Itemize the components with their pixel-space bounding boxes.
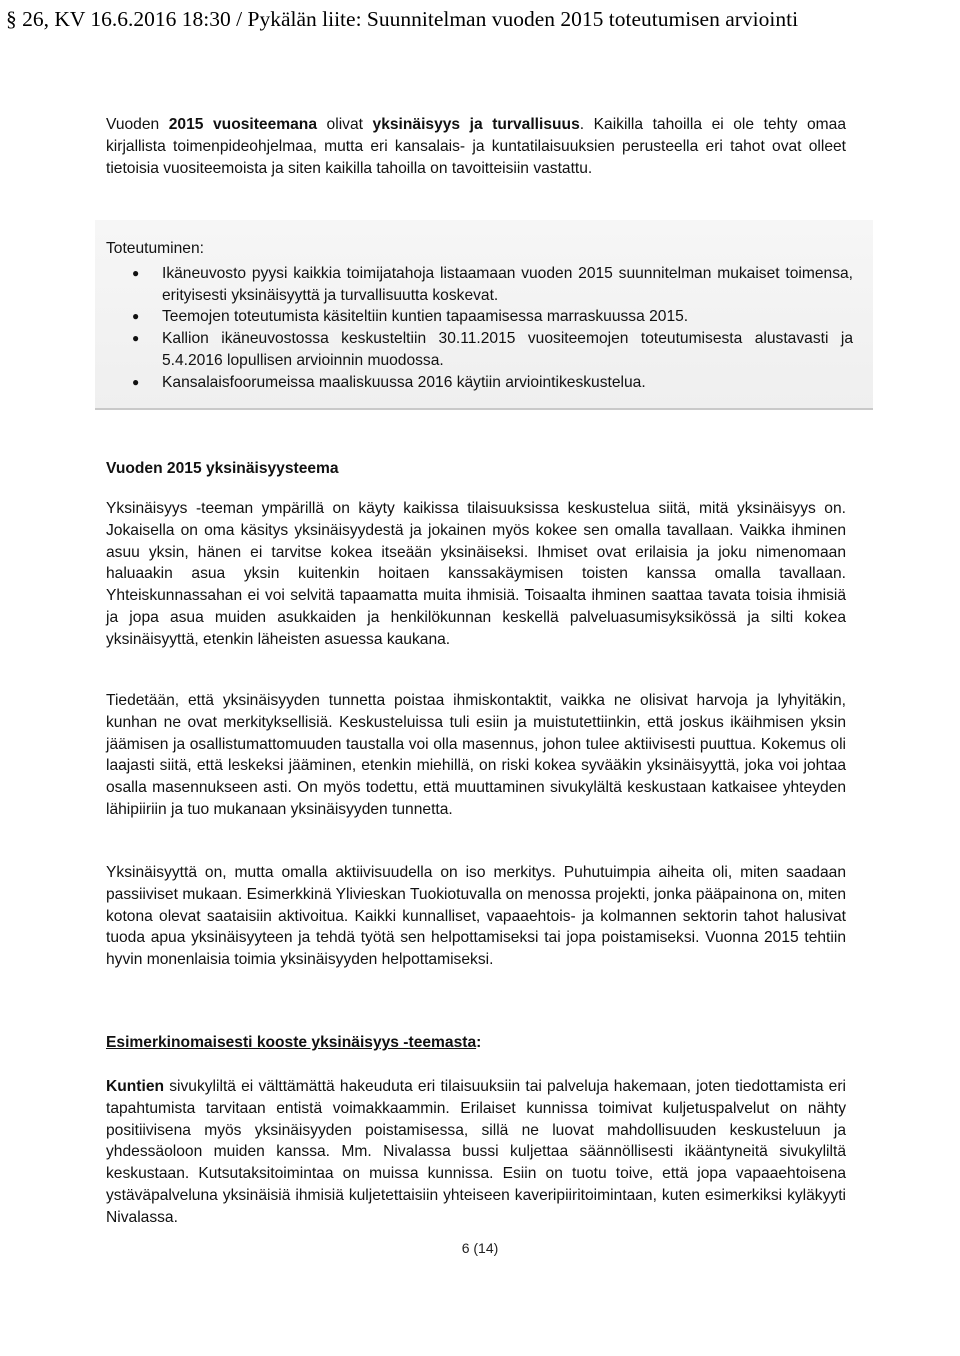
- section-heading-loneliness: Vuoden 2015 yksinäisyysteema: [106, 460, 339, 477]
- page-number: 6 (14): [461, 1240, 499, 1256]
- intro-bold-2: yksinäisyys ja turvallisuus: [372, 116, 580, 133]
- paragraph: Yksinäisyyttä on, mutta omalla aktiivisuudella on iso merkitys. Puhutuimpia aiheita oli, miten saadaan passiiviset mukaan. Esimerkkinä Ylivieskan Tuokiotuvalla on menossa projekti, jonka pääpainona on, miten kotona olevat saataisiin aktivoitua. Kaikki kunnalliset, vapaaehtois- ja kolmannen sektorin tahot halusivat tuoda apua yksinäisyyteen ja tehdä työtä sen helpottamiseksi tai jopa poistamiseksi. Vuonna 2015 tehtiin hyvin monenlaisia toimia yksinäisyyden helpottamiseksi.: [106, 864, 846, 969]
- list-item: [132, 328, 853, 372]
- intro-paragraph: [106, 114, 846, 179]
- intro-text-1: Vuoden: [106, 116, 169, 133]
- paragraph: Tiedetään, että yksinäisyyden tunnetta poistaa ihmiskontaktit, vaikka ne olisivat harvoja ja lyhyitäkin, kunhan ne ovat merkityksellisiä. Keskusteluissa tuli esiin ja muistutettiinkin, että joskus ikäihmisen yksin jäämisen ja osallistumattomuuden taustalla voi olla masennus, johon tulee aktiivisesti puuttua. Kokemus oli laajasti siitä, että leskeksi jääminen, etenkin miehillä, on riski kokea syvääkin yksinäisyyttä, joka voi johtaa osalla masennukseen asti. On myös todettu, että muuttaminen sivukylältä keskustaan katkaisee yhteyden lähipiiriin ja tuo mukanaan yksinäisyyden tunnetta.: [106, 692, 846, 818]
- bullet-icon: ●: [132, 265, 140, 280]
- examples-lead: Kuntien: [106, 1078, 165, 1095]
- examples-heading-text: Esimerkinomaisesti kooste yksinäisyys -teemasta: [106, 1034, 477, 1051]
- document-header: § 26, KV 16.6.2016 18:30 / Pykälän liite: Suunnitelman vuoden 2015 toteutumisen arviointi: [6, 7, 799, 31]
- section-heading-examples: [106, 1034, 481, 1052]
- implementation-list: [106, 263, 853, 394]
- examples-text: sivukyliltä ei välttämättä hakeuduta eri tilaisuuksiin tai palveluja hakemaan, joten tiedottamista eri tapahtumista tarvitaan entistä voimakkaammin. Erilaiset kunnissa toimivat kuljetuspalvelut on nähty positiivisena myös yksinäisyyden poistamisessa, sillä ne luovat mahdollisuuden keskusteluun ja yhdessäoloon muiden kanssa. Mm. Nivalassa bussi kuljettaa säännöllisesti ikääntyneitä sivukyliltä keskustaan. Kutsutaksitoimintaa on muissa kunnissa. Esiin on tuotu toive, että jopa vapaaehtoisena ystäväpalveluna yksinäisiä ihmisiä kuljetettaisiin yhteiseen kaveripiiritoimintaan, kuten esimerkiksi kyläkyyti Nivalassa.: [106, 1078, 846, 1226]
- intro-bold-1: 2015 vuositeemana: [168, 116, 317, 133]
- list-item-text: Teemojen toteutumista käsiteltiin kuntien tapaamisessa marraskuussa 2015.: [162, 308, 689, 326]
- list-item: [132, 263, 853, 307]
- paragraph: Yksinäisyys -teeman ympärillä on käyty kaikissa tilaisuuksissa keskustelua siitä, mitä yksinäisyys on. Jokaisella on oma käsitys yksinäisyydestä ja jokainen myös kokee sen omalla tavallaan. Vaikka ihminen asuu yksin, hänen ei tarvitse kokea itseään yksinäiseksi. Ihmiset ovat erilaisia ja joku nimenomaan haluaakin asua yksin kuitenkin hoitaen kanssakäymisen toisten kanssa omalla tavallaan. Yhteiskunnassahan ei voi selvitä tapaamatta muita ihmisiä. Toisaalta ihminen saattaa tavata toisia ihmisiä ja jopa asua muiden asukkaiden ja henkilökunnan keskellä palveluasumisyksikössä ja silti kokea yksinäisyyttä, etenkin läheisten asuessa kaukana.: [106, 500, 846, 648]
- implementation-title: Toteutuminen:: [106, 240, 204, 257]
- intro-text-2: olivat: [317, 116, 373, 133]
- bullet-icon: ●: [132, 374, 140, 389]
- bullet-icon: ●: [132, 331, 140, 346]
- list-item-text: Kallion ikäneuvostossa keskusteltiin 30.11.2015 vuositeemojen toteutumisesta alustavasti ja 5.4.2016 lopullisen arvioinnin muodossa.: [162, 330, 853, 369]
- list-item-text: Kansalaisfoorumeissa maaliskuussa 2016 käytiin arviointikeskustelua.: [162, 373, 646, 391]
- list-item: [132, 306, 853, 328]
- bullet-icon: ●: [132, 309, 140, 324]
- implementation-box: [95, 220, 873, 410]
- examples-heading-colon: :: [476, 1034, 482, 1051]
- examples-paragraph: [106, 1076, 846, 1229]
- list-item-text: Ikäneuvosto pyysi kaikkia toimijatahoja listaamaan vuoden 2015 suunnitelman mukaiset toimensa, erityisesti yksinäisyyttä ja turvallisuutta koskevat.: [162, 264, 853, 304]
- list-item: [132, 372, 853, 394]
- intro-text-3: . Kaikilla tahoilla ei ole tehty omaa kirjallista toimenpideohjelmaa, mutta eri kansalais- ja kuntatilaisuuksien perusteella eri tahot ovat olleet tietoisia vuositeemoista ja siten kaikilla tahoilla on tavoitteisiin vastattu.: [106, 116, 846, 177]
